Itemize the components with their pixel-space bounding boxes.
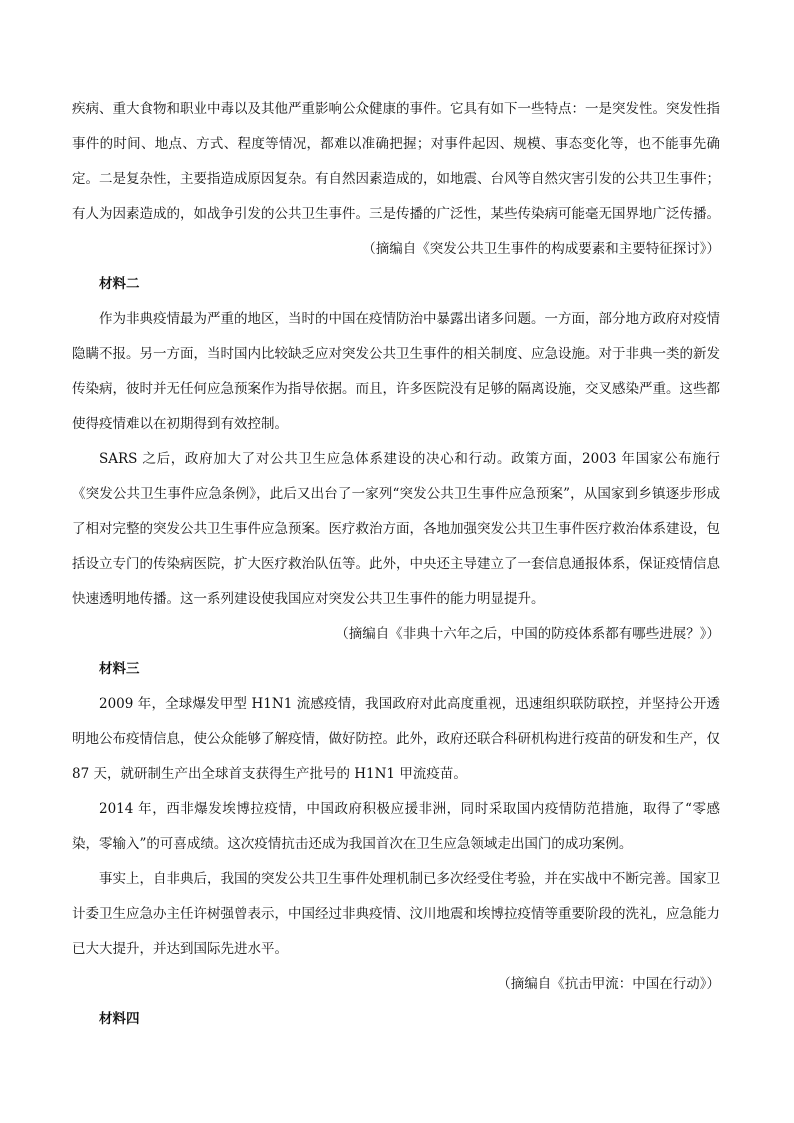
document-body	[72, 92, 720, 1037]
material2-paragraph-1: 作为非典疫情最为严重的地区，当时的中国在疫情防治中暴露出诸多问题。一方面，部分地方政府对疫情隐瞒不报。另一方面，当时国内比较缺乏应对突发公共卫生事件的相关制度、应急设施。对于非典一类的新发传染病，彼时并无任何应急预案作为指导依据。而且，许多医院没有足够的隔离设施，交叉感染严重。这些都使得疫情难以在初期得到有效控制。	[72, 311, 720, 432]
material3-paragraph-2: 2014 年，西非爆发埃博拉疫情，中国政府积极应援非洲，同时采取国内疫情防范措施，取得了“零感染，零输入”的可喜成绩。这次疫情抗击还成为我国首次在卫生应急领域走出国门的成功案例。	[72, 801, 720, 852]
material3-source: （摘编自《抗击甲流：中国在行动》）	[497, 976, 720, 992]
material2-source: （摘编自《非典十六年之后，中国的防疫体系都有哪些进展？》）	[335, 626, 720, 642]
material2-heading: 材料二	[99, 276, 140, 292]
material3-paragraph-1: 2009 年，全球爆发甲型 H1N1 流感疫情，我国政府对此高度重视，迅速组织联防联控，并坚持公开透明地公布疫情信息，使公众能够了解疫情，做好防控。此外，政府还联合科研机构进行疫苗的研发和生产，仅 87 天，就研制生产出全球首支获得生产批号的 H1N1 甲流疫苗。	[72, 696, 720, 782]
material3-heading: 材料三	[99, 661, 140, 677]
material4-heading: 材料四	[99, 1011, 140, 1027]
material2-paragraph-2: SARS 之后，政府加大了对公共卫生应急体系建设的决心和行动。政策方面，2003 年国家公布施行《突发公共卫生事件应急条例》，此后又出台了一家列“突发公共卫生事件应急预案”，从国家到乡镇逐步形成了相对完整的突发公共卫生事件应急预案。医疗救治方面，各地加强突发公共卫生事件医疗救治体系建设，包括设立专门的传染病医院，扩大医疗救治队伍等。此外，中央还主导建立了一套信息通报体系，保证疫情信息快速透明地传播。这一系列建设使我国应对突发公共卫生事件的能力明显提升。	[72, 451, 720, 607]
intro-source: （摘编自《突发公共卫生事件的构成要素和主要特征探讨》）	[362, 241, 720, 257]
material3-paragraph-3: 事实上，自非典后，我国的突发公共卫生事件处理机制已多次经受住考验，并在实战中不断完善。国家卫计委卫生应急办主任许树强曾表示，中国经过非典疫情、汶川地震和埃博拉疫情等重要阶段的洗礼，应急能力已大大提升，并达到国际先进水平。	[72, 871, 720, 957]
intro-paragraph: 疾病、重大食物和职业中毒以及其他严重影响公众健康的事件。它具有如下一些特点：一是突发性。突发性指事件的时间、地点、方式、程度等情况，都难以准确把握；对事件起因、规模、事态变化等，也不能事先确定。二是复杂性，主要指造成原因复杂。有自然因素造成的，如地震、台风等自然灾害引发的公共卫生事件；有人为因素造成的，如战争引发的公共卫生事件。三是传播的广泛性，某些传染病可能毫无国界地广泛传播。	[72, 101, 720, 222]
